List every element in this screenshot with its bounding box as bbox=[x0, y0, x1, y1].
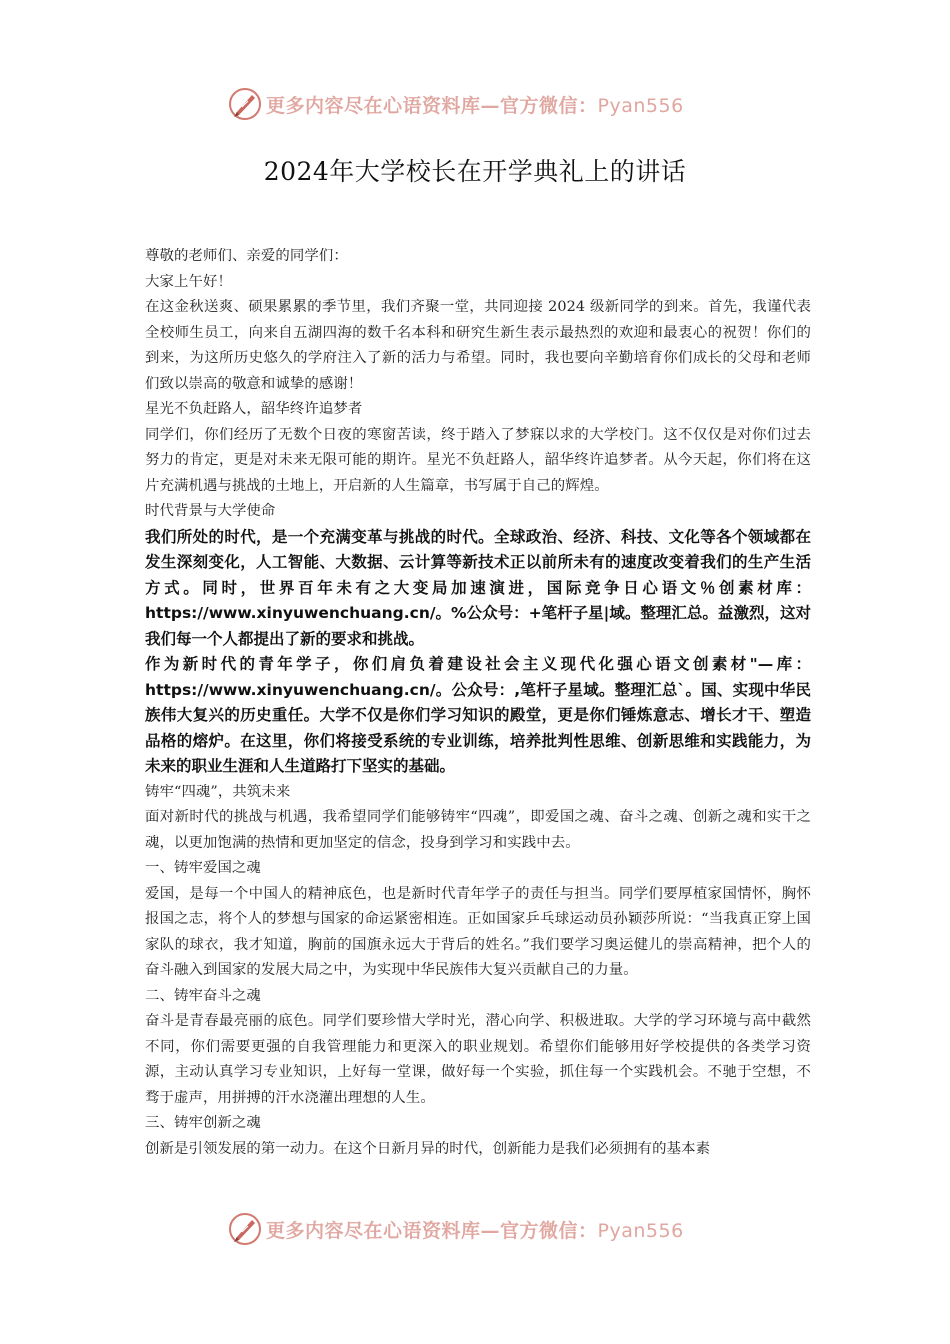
header-banner bbox=[228, 86, 684, 122]
section-heading: 星光不负赶路人，韶华终许追梦者 bbox=[145, 401, 363, 417]
paragraph: 爱国，是每一个中国人的精神底色，也是新时代青年学子的责任与担当。同学们要厚植家国情怀，胸怀报国之志，将个人的梦想与国家的命运紧密相连。正如国家乒乓球运动员孙颖莎所说：“当我真正穿上国家队的球衣，我才知道，胸前的国旗永远大于背后的姓名。”我们要学习奥运健儿的崇高精神，把个人的奋斗融入到国家的发展大局之中，为实现中华民族伟大复兴贡献自己的力量。 bbox=[145, 885, 811, 978]
section-heading: 铸牢“四魂”，共筑未来 bbox=[145, 783, 291, 800]
salutation: 尊敬的老师们、亲爱的同学们： bbox=[145, 248, 348, 264]
footer-banner bbox=[228, 1211, 684, 1247]
greeting: 大家上午好！ bbox=[145, 273, 232, 290]
paragraph: 同学们，你们经历了无数个日夜的寒窗苦读，终于踏入了梦寐以求的大学校门。这不仅仅是对你们过去努力的肯定，更是对未来无限可能的期许。星光不负赶路人，韶华终许追梦者。从今天起，你们将在这片充满机遇与挑战的土地上，开启新的人生篇章，书写属于自己的辉煌。 bbox=[145, 426, 811, 494]
banner-text: 更多内容尽在心语资料库—官方微信：Pyan556 bbox=[266, 1219, 684, 1242]
section-heading: 时代背景与大学使命 bbox=[145, 503, 276, 519]
document-title: 2024年大学校长在开学典礼上的讲话 bbox=[263, 157, 687, 186]
banner-text: 更多内容尽在心语资料库—官方微信：Pyan556 bbox=[266, 94, 684, 117]
paragraph-welcome: 在这金秋送爽、硕果累累的季节里，我们齐聚一堂，共同迎接 2024 级新同学的到来。首先，我谨代表全校师生员工，向来自五湖四海的数千名本科和研究生新生表示最热烈的欢迎和最衷心的祝贺！你们的到来，为这所历史悠久的学府注入了新的活力与希望。同时，我也要向辛勤培育你们成长的父母和老师们致以崇高的敬意和诚挚的感谢！ bbox=[145, 299, 811, 392]
section-heading: 三、铸牢创新之魂 bbox=[145, 1115, 261, 1131]
paragraph-bold: 作为新时代的青年学子，你们肩负着建设社会主义现代化强心语文创素材"—库：https://www.xinyuwenchuang.cn/。公众号：,笔杆子星域。整理汇总`。国、实现中华民族伟大复兴的历史重任。大学不仅是你们学习知识的殿堂，更是你们锤炼意志、增长才干、塑造品格的熔炉。在这里，你们将接受系统的专业训练，培养批判性思维、创新思维和实践能力，为未来的职业生涯和人生道路打下坚实的基础。 bbox=[145, 655, 811, 775]
document-body bbox=[145, 244, 811, 1162]
paragraph: 奋斗是青春最亮丽的底色。同学们要珍惜大学时光，潜心向学、积极进取。大学的学习环境与高中截然不同，你们需要更强的自我管理能力和更深入的职业规划。希望你们能够用好学校提供的各类学习资源，主动认真学习专业知识，上好每一堂课，做好每一个实验，抓住每一个实践机会。不驰于空想，不骛于虚声，用拼搏的汗水浇灌出理想的人生。 bbox=[145, 1013, 811, 1106]
section-heading: 一、铸牢爱国之魂 bbox=[145, 860, 261, 876]
paragraph-bold: 我们所处的时代，是一个充满变革与挑战的时代。全球政治、经济、科技、文化等各个领域都在发生深刻变化，人工智能、大数据、云计算等新技术正以前所未有的速度改变着我们的生产生活方式。同时，世界百年未有之大变局加速演进，国际竞争日心语文％创素材库：https://www.xinyuwenchuang.cn/。%公众号：+笔杆子星|域。整理汇总。益激烈，这对我们每一个人都提出了新的要求和挑战。 bbox=[145, 527, 811, 648]
paragraph: 面对新时代的挑战与机遇，我希望同学们能够铸牢“四魂”，即爱国之魂、奋斗之魂、创新之魂和实干之魂，以更加饱满的热情和更加坚定的信念，投身到学习和实践中去。 bbox=[145, 809, 811, 851]
paragraph: 创新是引领发展的第一动力。在这个日新月异的时代，创新能力是我们必须拥有的基本素 bbox=[145, 1140, 711, 1157]
feather-pen-logo-icon bbox=[228, 87, 262, 121]
feather-pen-logo-icon bbox=[228, 1212, 262, 1246]
section-heading: 二、铸牢奋斗之魂 bbox=[145, 987, 261, 1004]
